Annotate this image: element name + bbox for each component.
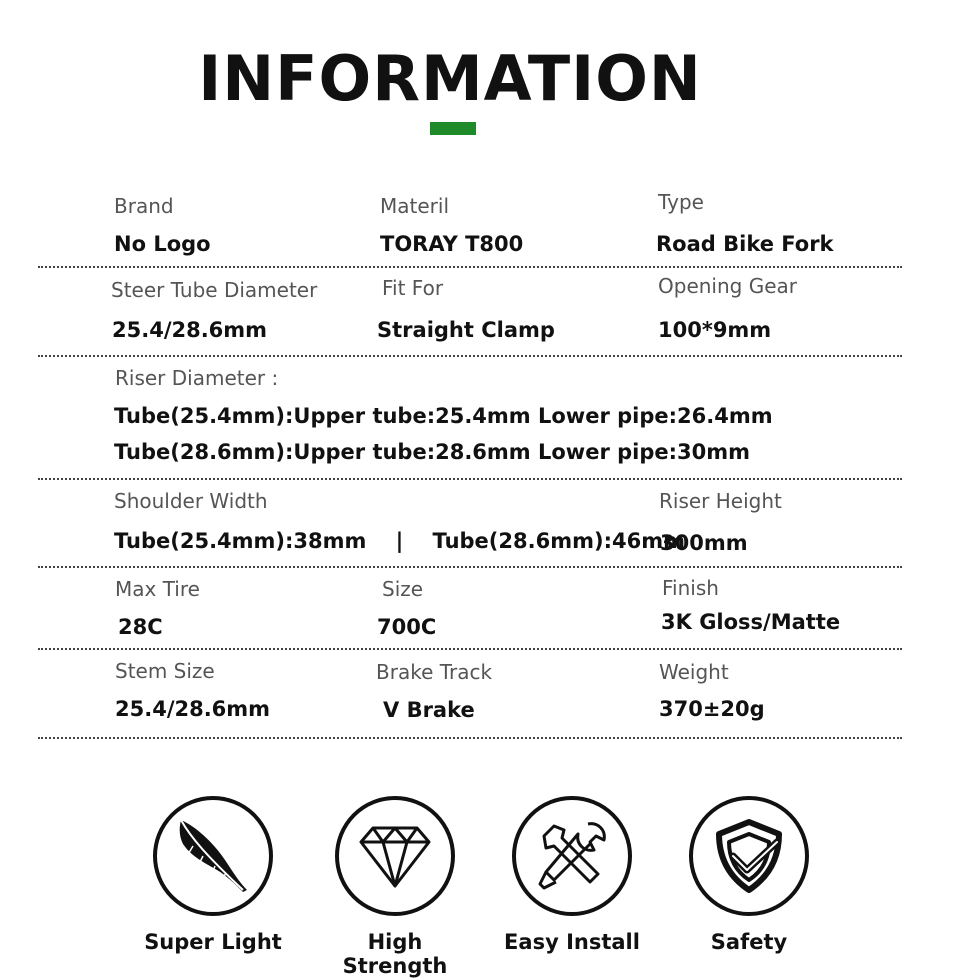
feature-label: High Strength bbox=[342, 930, 448, 978]
row-divider bbox=[38, 355, 902, 357]
material-value: TORAY T800 bbox=[380, 232, 524, 256]
opening-gear-value: 100*9mm bbox=[658, 318, 772, 342]
weight-value: 370±20g bbox=[659, 697, 765, 721]
size-value: 700C bbox=[377, 615, 437, 639]
weight-label: Weight bbox=[659, 660, 729, 684]
feature-super-light bbox=[133, 796, 293, 954]
fit-for-value: Straight Clamp bbox=[377, 318, 555, 342]
brake-track-label: Brake Track bbox=[376, 660, 493, 684]
riser-height-label: Riser Height bbox=[659, 489, 782, 513]
shoulder-width-value: Tube(25.4mm):38mm | Tube(28.6mm):46mm bbox=[114, 529, 685, 553]
feature-label: Super Light bbox=[144, 930, 282, 954]
feature-circle bbox=[689, 796, 809, 916]
fit-for-label: Fit For bbox=[382, 276, 444, 300]
steer-tube-label: Steer Tube Diameter bbox=[111, 278, 318, 302]
stem-size-value: 25.4/28.6mm bbox=[115, 697, 271, 721]
riser-height-value: 300mm bbox=[660, 531, 748, 555]
feature-safety bbox=[669, 796, 829, 954]
row-divider bbox=[38, 266, 902, 268]
shield-check-icon bbox=[709, 816, 789, 896]
row-divider bbox=[38, 648, 902, 650]
brand-value: No Logo bbox=[114, 232, 211, 256]
type-label: Type bbox=[658, 190, 704, 214]
feature-label: Easy Install bbox=[504, 930, 640, 954]
brake-track-value: V Brake bbox=[383, 698, 475, 722]
shoulder-width-label: Shoulder Width bbox=[114, 489, 268, 513]
riser-diameter-label: Riser Diameter : bbox=[115, 366, 279, 390]
feature-label: Safety bbox=[710, 930, 788, 954]
max-tire-value: 28C bbox=[118, 615, 163, 639]
riser-diameter-line-1: Tube(25.4mm):Upper tube:25.4mm Lower pipe:26.4mm bbox=[114, 404, 773, 428]
page-title: INFORMATION bbox=[198, 42, 702, 115]
title-accent-bar bbox=[430, 122, 476, 135]
feature-high-strength bbox=[315, 796, 475, 978]
brand-label: Brand bbox=[114, 194, 174, 218]
feature-circle bbox=[335, 796, 455, 916]
max-tire-label: Max Tire bbox=[115, 577, 200, 601]
row-divider bbox=[38, 478, 902, 480]
feature-circle bbox=[153, 796, 273, 916]
tools-icon bbox=[532, 816, 612, 896]
row-divider bbox=[38, 566, 902, 568]
diamond-icon bbox=[355, 816, 435, 896]
size-label: Size bbox=[382, 577, 424, 601]
material-label: Materil bbox=[380, 194, 449, 218]
row-divider bbox=[38, 737, 902, 739]
opening-gear-label: Opening Gear bbox=[658, 274, 797, 298]
feature-easy-install bbox=[492, 796, 652, 954]
finish-label: Finish bbox=[662, 576, 719, 600]
feather-icon bbox=[173, 816, 253, 896]
feature-circle bbox=[512, 796, 632, 916]
riser-diameter-line-2: Tube(28.6mm):Upper tube:28.6mm Lower pipe:30mm bbox=[114, 440, 750, 464]
steer-tube-value: 25.4/28.6mm bbox=[112, 318, 268, 342]
stem-size-label: Stem Size bbox=[115, 659, 215, 683]
type-value: Road Bike Fork bbox=[656, 232, 834, 256]
finish-value: 3K Gloss/Matte bbox=[661, 610, 841, 634]
